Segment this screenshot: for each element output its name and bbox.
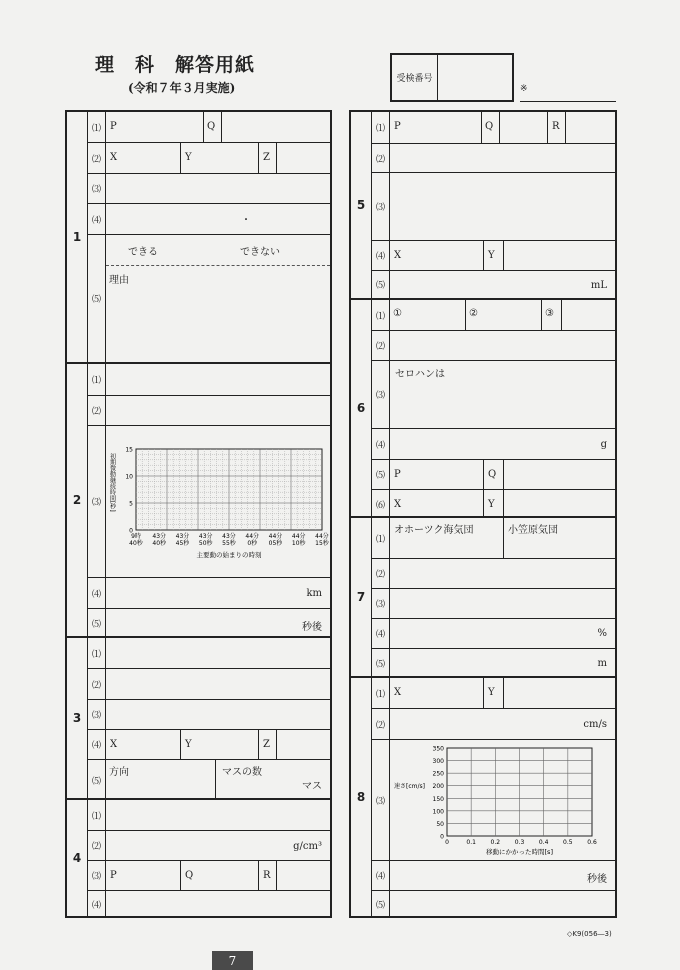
question-number: ⑴ <box>372 678 390 708</box>
answer-row <box>372 330 615 360</box>
x-tick-label: 40秒 <box>129 540 143 547</box>
question-number: ⑷ <box>372 429 390 459</box>
label-Q: Q <box>488 469 497 480</box>
y-tick-label: 200 <box>432 783 444 791</box>
unit-masu: マス <box>302 781 322 792</box>
section-2 <box>67 362 330 636</box>
question-number: ⑹ <box>372 490 390 518</box>
answer-cell-P[interactable] <box>106 861 181 890</box>
label-Y: Y <box>488 250 495 261</box>
dashed-divider <box>106 265 330 266</box>
seismic-chart[interactable] <box>106 426 332 577</box>
unit-gcm3: g/cm³ <box>293 841 322 852</box>
label-P: P <box>394 469 401 480</box>
x-tick-label: 50秒 <box>198 540 213 547</box>
answer-cell-X[interactable] <box>390 241 484 270</box>
answer-cell-1[interactable] <box>390 300 466 330</box>
y-tick-label: 100 <box>432 808 444 816</box>
circle-label-2: ② <box>469 308 478 319</box>
answer-row <box>372 112 615 143</box>
form-code: ◇K9(056―3) <box>567 930 612 938</box>
question-number: ⑸ <box>372 460 390 489</box>
label-Y: Y <box>488 499 495 510</box>
direction-label: 方向 <box>109 767 129 778</box>
x-tick-label: 44分 <box>315 533 329 540</box>
section-number: 2 <box>67 364 88 636</box>
section-7 <box>351 516 615 676</box>
answer-row <box>372 739 615 860</box>
answer-row <box>372 270 615 298</box>
label-X: X <box>110 739 118 750</box>
answer-row <box>88 364 330 395</box>
answer-row <box>372 558 615 588</box>
answer-row <box>372 648 615 678</box>
question-number: ⑵ <box>88 831 106 860</box>
section-1 <box>67 112 330 362</box>
label-P: P <box>110 121 117 132</box>
question-number: ⑷ <box>88 578 106 608</box>
question-number: ⑵ <box>88 143 106 173</box>
question-number: ⑴ <box>88 364 106 395</box>
answer-row <box>372 588 615 618</box>
question-number: ⑶ <box>88 426 106 577</box>
x-tick-label: 0.1 <box>466 839 476 846</box>
page-title: 理 科 解答用紙 <box>95 54 256 76</box>
unit-percent: % <box>597 628 607 639</box>
answer-row <box>372 860 615 890</box>
answer-row <box>372 489 615 518</box>
answer-row <box>88 800 330 830</box>
answer-cell-Y[interactable] <box>181 143 259 173</box>
y-tick-label: 350 <box>432 745 444 753</box>
section-4 <box>67 798 330 916</box>
answer-row <box>88 425 330 577</box>
label-Y: Y <box>488 687 495 698</box>
answer-row <box>88 173 330 203</box>
x-tick-label: 0.4 <box>538 839 549 846</box>
question-number: ⑵ <box>372 331 390 360</box>
section-number: 3 <box>67 638 88 798</box>
x-tick-label: 43分 <box>222 533 236 540</box>
section-number: 4 <box>67 800 88 916</box>
label-Q: Q <box>485 121 494 132</box>
answer-cell-3[interactable] <box>542 300 562 330</box>
answer-row <box>372 459 615 489</box>
question-number: ⑶ <box>372 589 390 618</box>
answer-cell-R[interactable] <box>548 112 566 143</box>
x-tick-label: 44分 <box>268 533 283 540</box>
answer-cell-Q[interactable] <box>482 112 500 143</box>
question-number: ⑷ <box>372 861 390 890</box>
section-5 <box>351 112 615 298</box>
unit-byougo: 秒後 <box>302 622 322 633</box>
question-number: ⑵ <box>88 396 106 425</box>
x-axis-label: 主要動の始まりの時刻 <box>196 551 262 559</box>
answer-cell-Y[interactable] <box>484 490 504 518</box>
y-tick-label: 250 <box>432 770 444 778</box>
unit-mL: mL <box>590 280 607 291</box>
y-tick-label: 150 <box>432 795 444 803</box>
unit-km: km <box>306 588 322 599</box>
label-P: P <box>394 121 401 132</box>
answer-cell-X[interactable] <box>390 678 484 708</box>
y-tick-label: 15 <box>125 446 133 454</box>
x-tick-label: 43分 <box>175 533 190 540</box>
left-answer-grid <box>65 110 332 918</box>
label-X: X <box>394 250 402 261</box>
x-tick-label: 44分 <box>291 533 306 540</box>
answer-cell-Q[interactable] <box>181 861 259 890</box>
answer-cell-Z[interactable] <box>259 143 277 173</box>
answer-row <box>88 234 330 362</box>
answer-row <box>372 240 615 270</box>
question-number: ⑷ <box>88 730 106 759</box>
answer-cell-X[interactable] <box>390 490 484 518</box>
x-tick-label: 43分 <box>152 533 167 540</box>
answer-row <box>88 699 330 729</box>
question-number: ⑴ <box>372 518 390 558</box>
speed-time-chart[interactable] <box>392 740 617 860</box>
answer-cell-X[interactable] <box>106 143 181 173</box>
question-number: ⑵ <box>372 559 390 588</box>
x-tick-label: 40秒 <box>152 540 167 547</box>
question-number: ⑷ <box>88 204 106 234</box>
answer-row <box>88 668 330 699</box>
page-subtitle: (令和７年３月実施) <box>128 81 236 95</box>
answer-row <box>88 395 330 425</box>
label-Y: Y <box>185 152 192 163</box>
answer-row <box>88 142 330 173</box>
question-number: ⑴ <box>88 800 106 830</box>
circle-label-1: ① <box>393 308 402 319</box>
question-number: ⑵ <box>372 709 390 739</box>
question-number: ⑴ <box>372 300 390 330</box>
x-axis-label: 移動にかかった時間[s] <box>486 848 553 856</box>
label-X: X <box>110 152 118 163</box>
question-number: ⑵ <box>372 144 390 172</box>
x-tick-label: 0.6 <box>587 839 597 846</box>
y-tick-label: 0 <box>129 527 133 535</box>
question-number: ⑸ <box>88 235 106 362</box>
x-tick-label: 15秒 <box>315 540 329 547</box>
x-tick-label: 0.5 <box>563 839 573 846</box>
y-tick-label: 5 <box>129 500 133 508</box>
answer-cell-Y[interactable] <box>484 678 504 708</box>
ogasawara-label: 小笠原気団 <box>508 525 558 536</box>
answer-row <box>88 203 330 234</box>
y-tick-label: 10 <box>125 473 133 481</box>
x-tick-label: 0.2 <box>490 839 501 846</box>
x-tick-label: 05秒 <box>268 540 283 547</box>
answer-cell-P[interactable] <box>106 112 204 142</box>
y-tick-label: 300 <box>432 758 444 766</box>
answer-row <box>88 608 330 638</box>
page-number: 7 <box>212 951 253 970</box>
unit-cms: cm/s <box>583 719 607 730</box>
question-number: ⑶ <box>88 174 106 203</box>
question-number: ⑶ <box>88 700 106 729</box>
y-axis-label: 速さ[cm/s] <box>394 783 425 790</box>
circle-label-3: ③ <box>545 308 554 319</box>
label-R: R <box>263 870 271 881</box>
section-number: 5 <box>351 112 372 298</box>
answer-row <box>372 300 615 330</box>
question-number: ⑸ <box>372 649 390 678</box>
answer-cell-P[interactable] <box>390 112 482 143</box>
x-tick-label: 9時 <box>131 533 141 540</box>
okhotsk-label: オホーツク海気団 <box>394 525 474 536</box>
x-tick-label: 0 <box>445 839 449 846</box>
exam-number-field[interactable] <box>438 55 512 100</box>
x-tick-label: 55秒 <box>222 540 236 547</box>
section-number: 6 <box>351 300 372 516</box>
question-number: ⑴ <box>88 638 106 668</box>
label-Q: Q <box>185 870 194 881</box>
unit-g: g <box>600 439 607 450</box>
answer-cell-Y[interactable] <box>484 241 504 270</box>
question-number: ⑶ <box>372 173 390 240</box>
section-3 <box>67 636 330 798</box>
x-tick-label: 10秒 <box>291 540 306 547</box>
office-mark: ※ <box>520 84 616 102</box>
unit-m: m <box>597 658 607 669</box>
question-number: ⑵ <box>88 669 106 699</box>
reason-label: 理由 <box>109 275 129 286</box>
question-number: ⑸ <box>372 271 390 298</box>
answer-row <box>372 428 615 459</box>
answer-cell-Z[interactable] <box>259 730 277 759</box>
right-answer-grid <box>349 110 617 918</box>
answer-cell-direction[interactable] <box>106 760 216 800</box>
label-R: R <box>552 121 560 132</box>
answer-row <box>372 172 615 240</box>
answer-row <box>88 729 330 759</box>
answer-row <box>372 678 615 708</box>
question-number: ⑷ <box>372 241 390 270</box>
label-Z: Z <box>263 739 270 750</box>
answer-row <box>372 360 615 428</box>
exam-number-box <box>390 53 514 102</box>
x-tick-label: 0秒 <box>247 540 258 547</box>
answer-cell-Q-value[interactable] <box>500 112 548 143</box>
option-dekinai[interactable]: できない <box>240 247 280 258</box>
label-P: P <box>110 870 117 881</box>
square-count-label: マスの数 <box>222 767 262 778</box>
question-number: ⑷ <box>372 619 390 648</box>
question-number: ⑸ <box>88 609 106 638</box>
answer-row <box>372 890 615 918</box>
y-axis-label: 初期微動継続時間[秒] <box>108 453 116 512</box>
answer-cell-P[interactable] <box>390 460 484 489</box>
answer-cell-Y[interactable] <box>181 730 259 759</box>
x-tick-label: 45秒 <box>175 540 190 547</box>
answer-cell-2[interactable] <box>466 300 542 330</box>
x-tick-label: 0.3 <box>514 839 525 846</box>
answer-row <box>88 860 330 890</box>
question-number: ⑶ <box>372 361 390 428</box>
section-number: 7 <box>351 518 372 676</box>
answer-cell-X[interactable] <box>106 730 181 759</box>
answer-cell-okhotsk[interactable] <box>390 518 504 558</box>
answer-row <box>88 830 330 860</box>
question-number: ⑴ <box>372 112 390 143</box>
label-Z: Z <box>263 152 270 163</box>
question-number: ⑶ <box>372 740 390 860</box>
answer-row <box>88 638 330 668</box>
decimal-point: ・ <box>241 215 251 226</box>
section-number: 8 <box>351 678 372 916</box>
answer-row <box>88 890 330 918</box>
question-number: ⑶ <box>88 861 106 890</box>
label-Q: Q <box>207 121 216 132</box>
question-number: ⑷ <box>88 891 106 918</box>
exam-number-label: 受検番号 <box>392 55 438 100</box>
x-tick-label: 43分 <box>198 533 213 540</box>
question-number: ⑸ <box>88 760 106 800</box>
label-X: X <box>394 687 402 698</box>
answer-row <box>372 518 615 558</box>
answer-row <box>88 577 330 608</box>
section-number: 1 <box>67 112 88 362</box>
x-tick-label: 44分 <box>245 533 260 540</box>
y-tick-label: 50 <box>436 820 444 828</box>
y-tick-label: 0 <box>440 833 444 841</box>
answer-row <box>372 708 615 739</box>
question-number: ⑸ <box>372 891 390 918</box>
answer-cell-Q[interactable] <box>484 460 504 489</box>
option-dekiru[interactable]: できる <box>128 247 158 258</box>
answer-row <box>372 618 615 648</box>
unit-byougo: 秒後 <box>587 874 607 885</box>
label-Y: Y <box>185 739 192 750</box>
answer-cell-Q[interactable] <box>204 112 222 142</box>
cellophane-label: セロハンは <box>395 369 445 380</box>
answer-row <box>372 143 615 172</box>
answer-cell-R[interactable] <box>259 861 277 890</box>
answer-row <box>88 112 330 142</box>
answer-row <box>88 759 330 800</box>
question-number: ⑴ <box>88 112 106 142</box>
section-6 <box>351 298 615 516</box>
section-8 <box>351 676 615 916</box>
label-X: X <box>394 499 402 510</box>
